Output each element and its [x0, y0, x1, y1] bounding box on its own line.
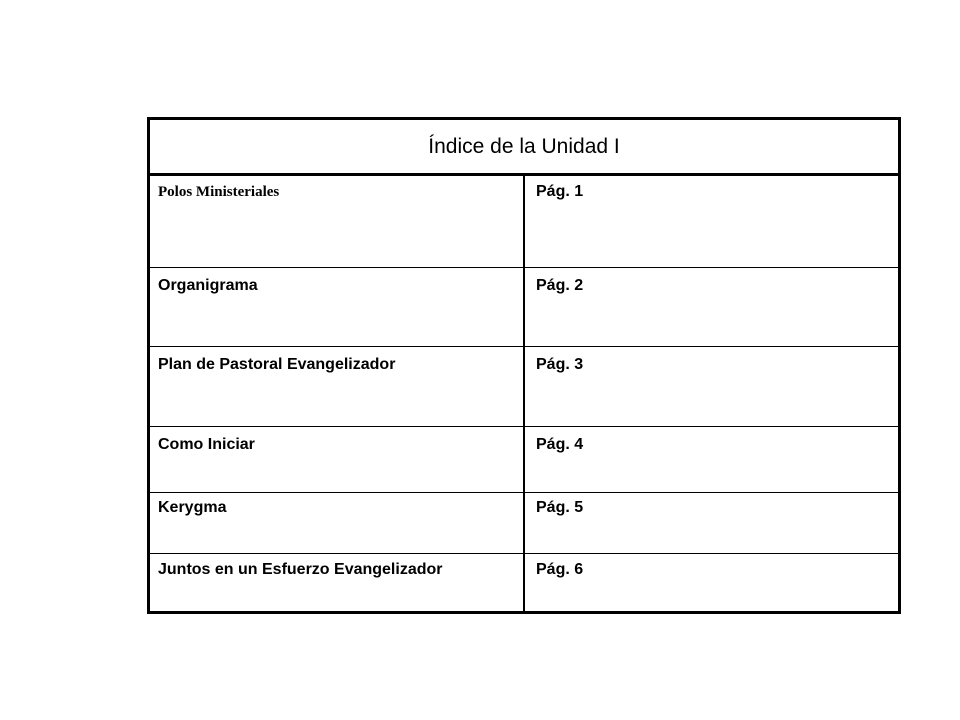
index-table [147, 117, 901, 614]
row-3-page: Pág. 3 [536, 356, 584, 373]
row-4-topic: Como Iniciar [158, 436, 255, 453]
row-divider [150, 426, 898, 427]
row-4-page: Pág. 4 [536, 436, 584, 453]
row-2-page: Pág. 2 [536, 277, 584, 294]
row-2-topic: Organigrama [158, 277, 258, 294]
row-5-topic: Kerygma [158, 499, 227, 516]
column-divider [523, 173, 525, 614]
row-3-topic: Plan de Pastoral Evangelizador [158, 356, 396, 373]
row-divider [150, 553, 898, 554]
row-1-topic: Polos Ministeriales [158, 184, 280, 200]
row-5-page: Pág. 5 [536, 499, 584, 516]
index-title: Índice de la Unidad I [150, 120, 898, 176]
row-divider [150, 267, 898, 268]
row-1-page: Pág. 1 [536, 183, 584, 200]
row-divider [150, 492, 898, 493]
row-6-topic: Juntos en un Esfuerzo Evangelizador [158, 561, 443, 578]
row-divider [150, 346, 898, 347]
row-6-page: Pág. 6 [536, 561, 584, 578]
